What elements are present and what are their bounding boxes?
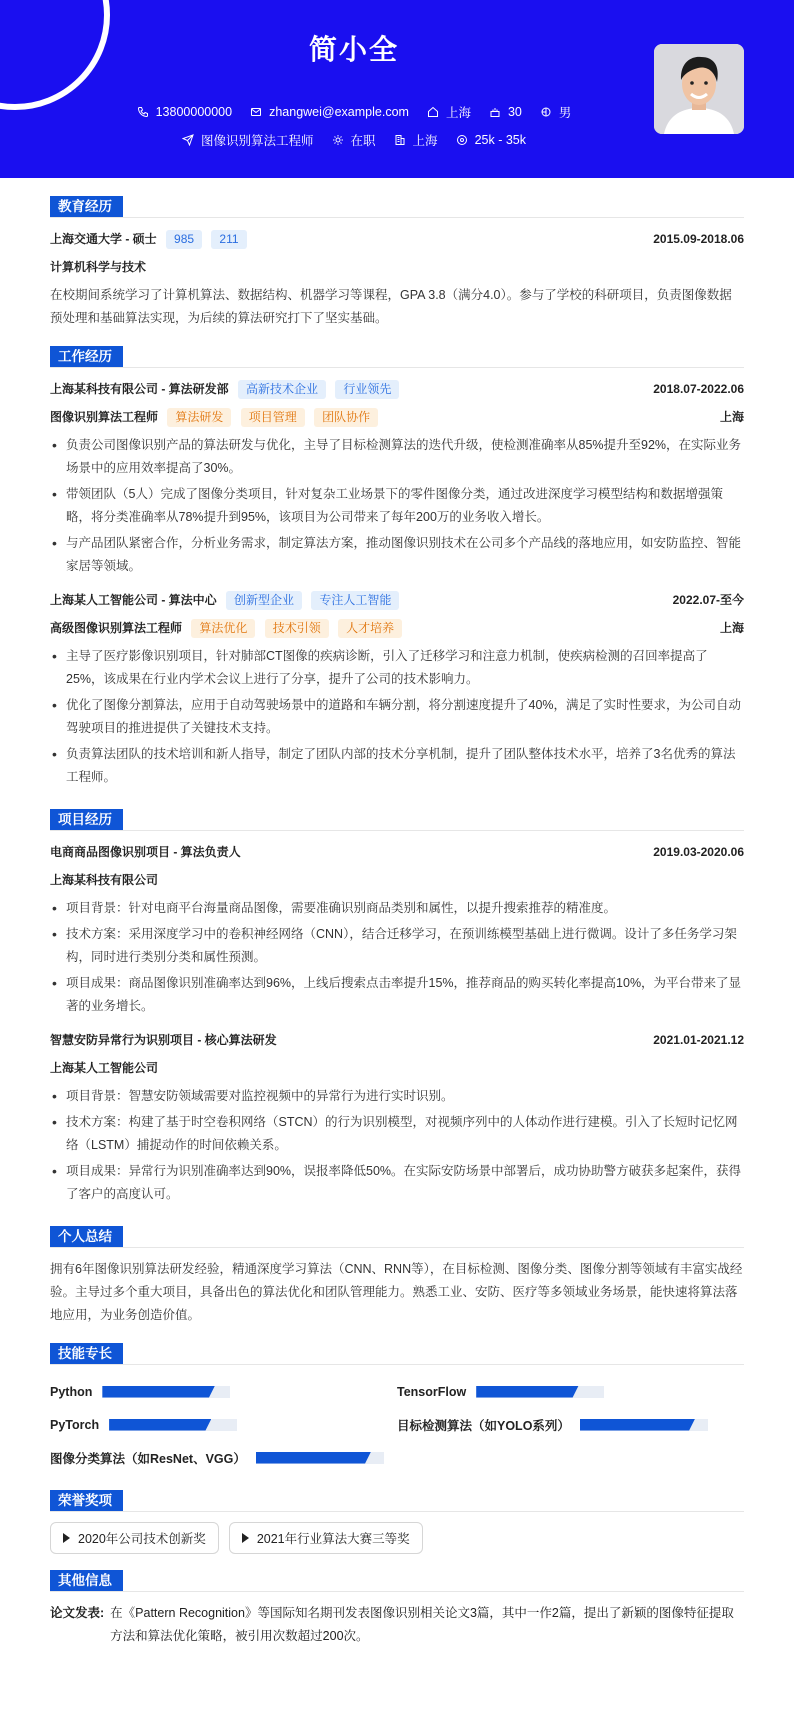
- job-bullets: [50, 434, 744, 578]
- role-tag: 项目管理: [241, 408, 305, 427]
- company-tag: 行业领先: [335, 380, 399, 399]
- work-title: 工作经历: [50, 346, 123, 367]
- skill-item: [50, 1441, 397, 1474]
- contact-row-job: [0, 131, 708, 149]
- play-triangle-icon: [242, 1533, 249, 1543]
- school-tag: 211: [211, 230, 246, 249]
- skill-name: TensorFlow: [397, 1384, 467, 1399]
- list-item: • 优化了图像分割算法，应用于自动驾驶场景中的道路和车辆分割，将分割速度提升了40%，满足了实时性要求，为公司自动驾驶项目的推进提供了关键技术支持。: [50, 694, 744, 740]
- list-item: • 项目背景：针对电商平台海量商品图像，需要准确识别商品类别和属性，以提升搜索推荐的精准度。: [50, 897, 744, 920]
- job-location: 上海: [719, 410, 744, 424]
- list-item: • 技术方案：构建了基于时空卷积网络（STCN）的行为识别模型，对视频序列中的人体动作进行建模。引入了长短时记忆网络（LSTM）捕捉动作的时间依赖关系。: [50, 1111, 744, 1157]
- project-period: 2021.01-2021.12: [653, 1033, 744, 1047]
- company-tag: 专注人工智能: [311, 591, 399, 610]
- other-title: 其他信息: [50, 1570, 123, 1591]
- job-bullets: [50, 645, 744, 789]
- project-company: 上海某人工智能公司: [50, 1061, 159, 1075]
- other-section: [50, 1570, 744, 1648]
- role-tag: 算法研发: [167, 408, 231, 427]
- education-title: 教育经历: [50, 196, 123, 217]
- award-item: 2020年公司技术创新奖: [50, 1522, 219, 1554]
- skill-item: [50, 1375, 397, 1408]
- awards-title: 荣誉奖项: [50, 1490, 123, 1511]
- project-name: 智慧安防异常行为识别项目 - 核心算法研发: [50, 1033, 277, 1047]
- education-period: 2015.09-2018.06: [653, 232, 744, 246]
- contact-age: 30: [489, 105, 522, 119]
- job-location: 上海: [719, 621, 744, 635]
- skill-name: 目标检测算法（如YOLO系列）: [397, 1418, 570, 1433]
- project-company: 上海某科技有限公司: [50, 873, 159, 887]
- projects-title: 项目经历: [50, 809, 123, 830]
- list-item: • 与产品团队紧密合作，分析业务需求，制定算法方案，推动图像识别技术在公司多个产品线的落地应用，如安防监控、智能家居等领域。: [50, 532, 744, 578]
- publication-info: [50, 1602, 744, 1648]
- skills-section: [50, 1343, 744, 1474]
- skill-bar-fill: [580, 1419, 695, 1431]
- job-period: 2022.07-至今: [672, 593, 744, 607]
- play-triangle-icon: [63, 1533, 70, 1543]
- projects-section: [50, 809, 744, 1206]
- target-job: 图像识别算法工程师: [182, 131, 314, 149]
- publication-label: 论文发表:: [50, 1606, 105, 1620]
- project-bullets: [50, 897, 744, 1018]
- money-icon: [456, 134, 468, 146]
- contact-row-basic: [0, 103, 708, 121]
- skill-item: [397, 1375, 744, 1408]
- contact-gender: 男: [540, 103, 572, 121]
- status-gear-icon: [332, 134, 344, 146]
- project-bullets: [50, 1085, 744, 1206]
- role-tag: 人才培养: [338, 619, 402, 638]
- publication-text: 在《Pattern Recognition》等国际知名期刊发表图像识别相关论文3篇，其中一作2篇，提出了新颖的图像特征提取方法和算法优化策略，被引用次数超过200次。: [110, 1606, 734, 1643]
- skill-bar: [109, 1419, 237, 1431]
- company-tag: 高新技术企业: [238, 380, 326, 399]
- job-role: 图像识别算法工程师: [50, 410, 159, 424]
- skill-bar: [256, 1452, 384, 1464]
- skill-name: 图像分类算法（如ResNet、VGG）: [50, 1451, 246, 1466]
- role-tag: 技术引领: [265, 619, 329, 638]
- list-item: • 技术方案：采用深度学习中的卷积神经网络（CNN），结合迁移学习，在预训练模型基础上进行微调。设计了多任务学习架构，同时进行类别分类和属性预测。: [50, 923, 744, 969]
- skill-bar-fill: [102, 1386, 215, 1398]
- list-item: • 带领团队（5人）完成了图像分类项目，针对复杂工业场景下的零件图像分类，通过改进深度学习模型结构和数据增强策略，将分类准确率从78%提升到95%，该项目为公司带来了每年200万的业务收入增长。: [50, 483, 744, 529]
- summary-section: [50, 1226, 744, 1327]
- send-icon: [182, 134, 194, 146]
- contact-email: zhangwei@example.com: [250, 105, 409, 119]
- skill-bar: [476, 1386, 604, 1398]
- skill-name: Python: [50, 1384, 93, 1399]
- role-tag: 团队协作: [314, 408, 378, 427]
- awards-section: [50, 1490, 744, 1554]
- skill-bar-fill: [256, 1452, 371, 1464]
- gender-icon: [540, 106, 552, 118]
- list-item: • 负责公司图像识别产品的算法研发与优化，主导了目标检测算法的迭代升级，使检测准确率从85%提升至92%，在实际业务场景中的应用效率提高了30%。: [50, 434, 744, 480]
- skill-item: [397, 1408, 744, 1441]
- building-icon: [394, 134, 406, 146]
- resume-header: [0, 0, 794, 178]
- skill-name: PyTorch: [50, 1417, 100, 1432]
- avatar: [654, 44, 744, 134]
- summary-text: 拥有6年图像识别算法研发经验，精通深度学习算法（CNN、RNN等），在目标检测、图像分类、图像分割等领域有丰富实战经验。主导过多个重大项目，具备出色的算法优化和团队管理能力。熟悉工业、安防、医疗等多领域业务场景，能快速将算法落地应用，为业务创造价值。: [50, 1262, 743, 1322]
- list-item: • 项目成果：异常行为识别准确率达到90%，误报率降低50%。在实际安防场景中部署后，成功协助警方破获多起案件，获得了客户的高度认可。: [50, 1160, 744, 1206]
- salary: 25k - 35k: [456, 133, 526, 147]
- home-icon: [427, 106, 439, 118]
- award-item: 2021年行业算法大赛三等奖: [229, 1522, 423, 1554]
- resume-body: [50, 196, 744, 1664]
- skill-bar: [580, 1419, 708, 1431]
- job-role: 高级图像识别算法工程师: [50, 621, 183, 635]
- target-city: 上海: [394, 131, 438, 149]
- job-entry: [50, 589, 744, 789]
- mail-icon: [250, 106, 262, 118]
- project-entry: [50, 841, 744, 1018]
- job-period: 2018.07-2022.06: [653, 382, 744, 396]
- education-major: 计算机科学与技术: [50, 260, 147, 274]
- school-tag: 985: [166, 230, 202, 249]
- list-item: • 项目成果：商品图像识别准确率达到96%，上线后搜索点击率提升15%，推荐商品的购买转化率提高10%，为平台带来了显著的业务增长。: [50, 972, 744, 1018]
- company-name: 上海某人工智能公司 - 算法中心: [50, 593, 217, 607]
- list-item: • 项目背景：智慧安防领域需要对监控视频中的异常行为进行实时识别。: [50, 1085, 744, 1108]
- phone-icon: [137, 106, 149, 118]
- list-item: • 主导了医疗影像识别项目，针对肺部CT图像的疾病诊断，引入了迁移学习和注意力机制，使疾病检测的召回率提高了25%，该成果在行业内学术会议上进行了分享，提升了公司的技术影响力。: [50, 645, 744, 691]
- school-name: 上海交通大学 - 硕士: [50, 232, 157, 246]
- summary-title: 个人总结: [50, 1226, 123, 1247]
- skill-bar-fill: [476, 1386, 578, 1398]
- education-section: [50, 196, 744, 330]
- contact-phone: 13800000000: [137, 105, 232, 119]
- work-section: [50, 346, 744, 789]
- skills-title: 技能专长: [50, 1343, 123, 1364]
- education-description: 在校期间系统学习了计算机算法、数据结构、机器学习等课程，GPA 3.8（满分4.0）。参与了学校的科研项目，负责图像数据预处理和基础算法实现，为后续的算法研究打下了坚实基础。: [50, 288, 732, 325]
- company-name: 上海某科技有限公司 - 算法研发部: [50, 382, 229, 396]
- skill-bar-fill: [109, 1419, 211, 1431]
- project-name: 电商商品图像识别项目 - 算法负责人: [50, 845, 241, 859]
- role-tag: 算法优化: [191, 619, 255, 638]
- skills-list: [50, 1375, 744, 1474]
- skill-bar: [102, 1386, 230, 1398]
- project-period: 2019.03-2020.06: [653, 845, 744, 859]
- candidate-name: 简小全: [308, 34, 399, 65]
- cake-icon: [489, 106, 501, 118]
- list-item: • 负责算法团队的技术培训和新人指导，制定了团队内部的技术分享机制，提升了团队整体技术水平，培养了3名优秀的算法工程师。: [50, 743, 744, 789]
- company-tag: 创新型企业: [226, 591, 302, 610]
- project-entry: [50, 1029, 744, 1206]
- job-entry: [50, 378, 744, 578]
- skill-item: [50, 1408, 397, 1441]
- job-status: 在职: [332, 131, 376, 149]
- awards-list: [50, 1522, 744, 1554]
- contact-city: 上海: [427, 103, 471, 121]
